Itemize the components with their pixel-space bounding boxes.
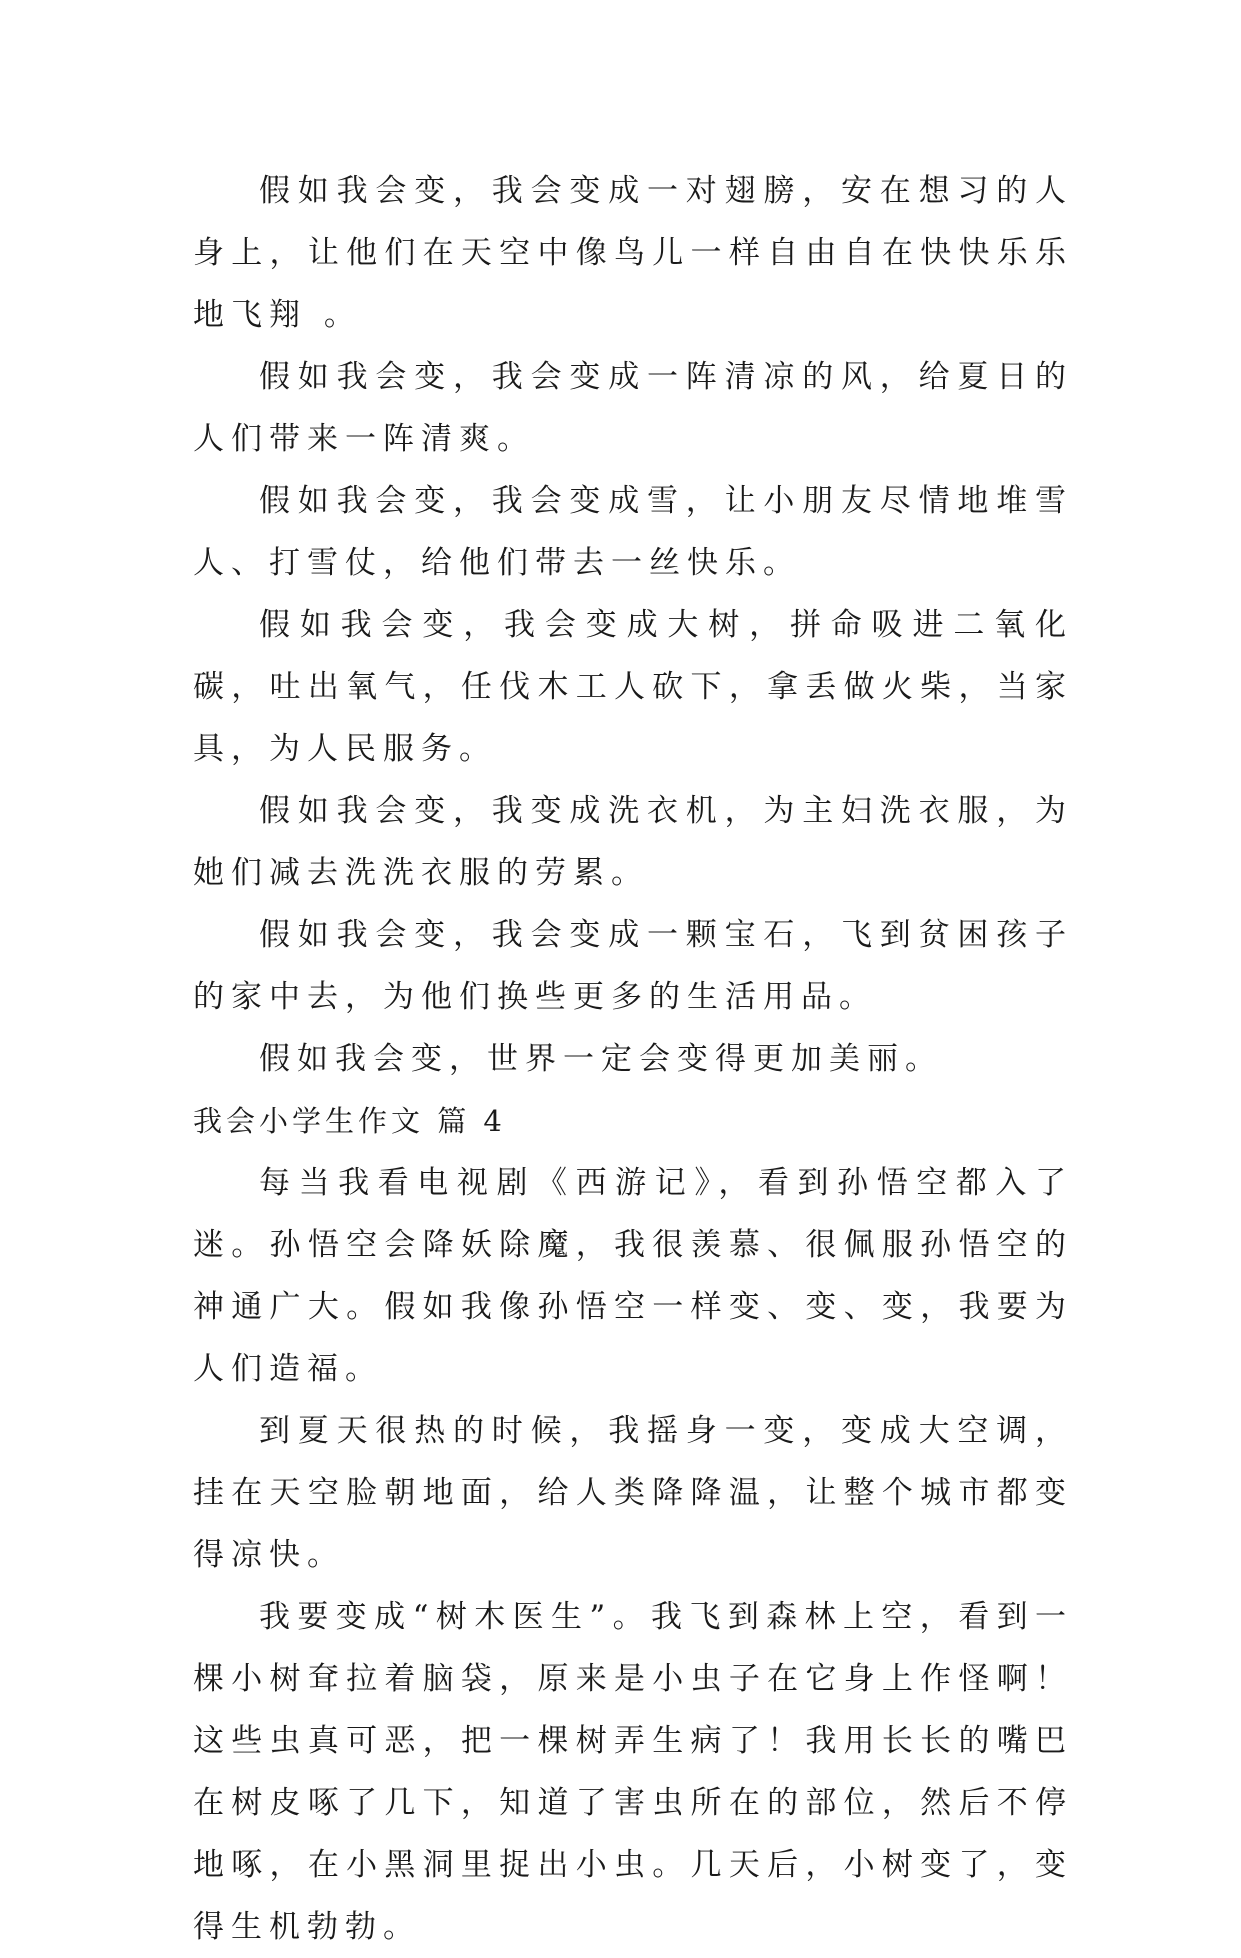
paragraph: 假如我会变，我变成洗衣机，为主妇洗衣服，为她们减去洗洗衣服的劳累。: [193, 793, 1073, 891]
paragraph: 我要变成“树木医生”。我飞到森林上空，看到一棵小树耷拉着脑袋，原来是小虫子在它身上作怪啊！这些虫真可恶，把一棵树弄生病了！我用长长的嘴巴在树皮啄了几下，知道了害虫所在的部位，然后不停地啄，在小黑洞里捉出小虫。几天后，小树变了，变得生机勃勃。: [193, 1599, 1073, 1945]
section-heading: 我会小学生作文 篇 4: [193, 1104, 506, 1138]
paragraph: 每当我看电视剧《西游记》，看到孙悟空都入了迷。孙悟空会降妖除魔，我很羡慕、很佩服孙悟空的神通广大。假如我像孙悟空一样变、变、变，我要为人们造福。: [193, 1165, 1073, 1387]
paragraph: 假如我会变，我会变成一阵清凉的风，给夏日的人们带来一阵清爽。: [193, 359, 1073, 457]
document-body: [193, 160, 1073, 1958]
paragraph: 假如我会变，我会变成雪，让小朋友尽情地堆雪人、打雪仗，给他们带去一丝快乐。: [193, 483, 1073, 581]
paragraph: 到夏天很热的时候，我摇身一变，变成大空调，挂在天空脸朝地面，给人类降降温，让整个城市都变得凉快。: [193, 1413, 1073, 1573]
paragraph: 假如我会变，我会变成一颗宝石，飞到贫困孩子的家中去，为他们换些更多的生活用品。: [193, 917, 1073, 1015]
paragraph: 假如我会变，我会变成一对翅膀，安在想习的人身上，让他们在天空中像鸟儿一样自由自在快快乐乐地飞翔 。: [193, 173, 1073, 333]
paragraph: 假如我会变，世界一定会变得更加美丽。: [259, 1041, 943, 1077]
paragraph: 假如我会变，我会变成大树，拼命吸进二氧化碳，吐出氧气，任伐木工人砍下，拿丢做火柴，当家具，为人民服务。: [193, 607, 1073, 767]
